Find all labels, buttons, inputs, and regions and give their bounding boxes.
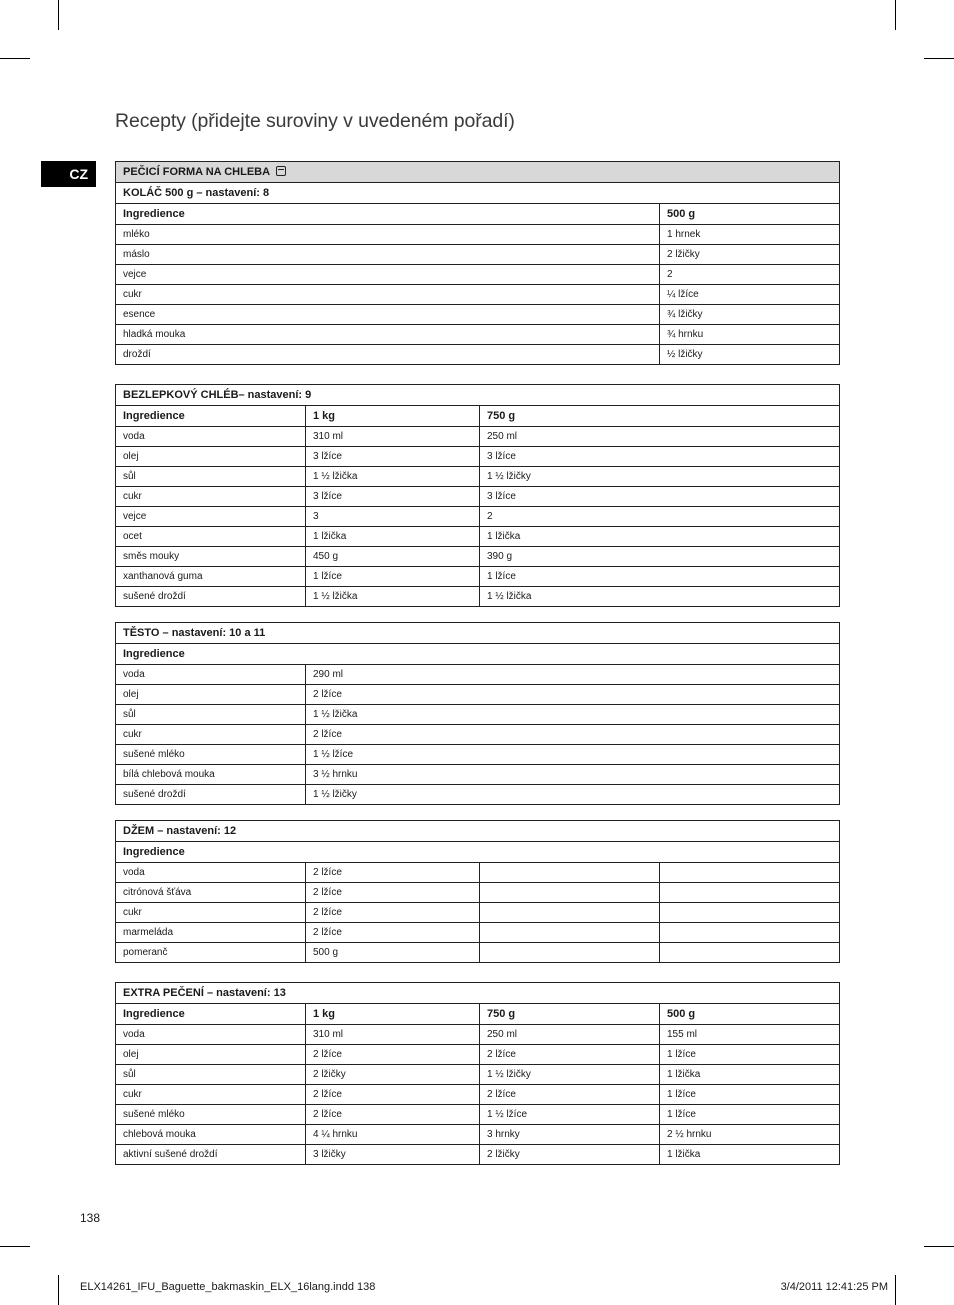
column-header: 500 g (660, 204, 840, 225)
ingredient-cell: citrónová šťáva (116, 883, 306, 903)
table-row (116, 225, 840, 245)
ingredient-cell: marmeláda (116, 923, 306, 943)
ingredient-cell: voda (116, 863, 306, 883)
amount-cell: 3 ½ hrnku (306, 765, 840, 785)
table-row (116, 1125, 840, 1145)
ingredient-cell: chlebová mouka (116, 1125, 306, 1145)
ingredient-cell: olej (116, 447, 306, 467)
empty-cell (480, 883, 660, 903)
page-number: 138 (80, 1211, 101, 1225)
table-row (116, 745, 840, 765)
amount-cell: 1 ½ lžička (306, 587, 480, 607)
table-row (116, 427, 840, 447)
recipe-table-dzem (115, 820, 840, 963)
ingredient-cell: cukr (116, 903, 306, 923)
table-row (116, 685, 840, 705)
amount-cell: 2 lžíce (306, 725, 840, 745)
amount-cell: 2 lžičky (660, 245, 840, 265)
crop-mark (58, 0, 59, 30)
crop-mark (0, 1246, 30, 1247)
table-row (116, 245, 840, 265)
column-header: Ingredience (116, 1004, 306, 1025)
table-title: DŽEM – nastavení: 12 (116, 821, 840, 842)
table-row (116, 943, 840, 963)
table-row (116, 285, 840, 305)
table-row (116, 1045, 840, 1065)
amount-cell: 2 lžičky (306, 1065, 480, 1085)
table-header-row (116, 1004, 840, 1025)
table-row (116, 265, 840, 285)
amount-cell: 2 lžíce (306, 903, 480, 923)
amount-cell: 2 lžičky (480, 1145, 660, 1165)
table-header-row (116, 644, 840, 665)
table-row (116, 467, 840, 487)
column-header: Ingredience (116, 842, 840, 863)
amount-cell: 1 ½ lžičky (480, 467, 840, 487)
crop-mark (924, 58, 954, 59)
amount-cell: 2 lžíce (480, 1085, 660, 1105)
table-title: EXTRA PEČENÍ – nastavení: 13 (116, 983, 840, 1004)
crop-mark (58, 1275, 59, 1305)
table-row (116, 1105, 840, 1125)
amount-cell: 1 hrnek (660, 225, 840, 245)
ingredient-cell: sušené mléko (116, 1105, 306, 1125)
amount-cell: 3 hrnky (480, 1125, 660, 1145)
ingredient-cell: esence (116, 305, 660, 325)
recipe-table-kolac (115, 161, 840, 365)
table-row (116, 1085, 840, 1105)
ingredient-cell: ocet (116, 527, 306, 547)
table-title-row (116, 821, 840, 842)
amount-cell: 3 lžíce (306, 447, 480, 467)
ingredient-cell: směs mouky (116, 547, 306, 567)
empty-cell (480, 943, 660, 963)
column-header: 1 kg (306, 406, 480, 427)
empty-cell (660, 863, 840, 883)
crop-mark (895, 0, 896, 30)
ingredient-cell: aktivní sušené droždí (116, 1145, 306, 1165)
amount-cell: 1 lžička (660, 1065, 840, 1085)
ingredient-cell: xanthanová guma (116, 567, 306, 587)
ingredient-cell: hladká mouka (116, 325, 660, 345)
table-title: TĚSTO – nastavení: 10 a 11 (116, 623, 840, 644)
empty-cell (660, 923, 840, 943)
crop-mark (924, 1246, 954, 1247)
amount-cell: 1 lžička (306, 527, 480, 547)
amount-cell: 250 ml (480, 1025, 660, 1045)
column-header: 750 g (480, 1004, 660, 1025)
table-header-row (116, 842, 840, 863)
table-row (116, 325, 840, 345)
table-row (116, 785, 840, 805)
column-header: Ingredience (116, 644, 840, 665)
ingredient-cell: voda (116, 427, 306, 447)
column-header: 500 g (660, 1004, 840, 1025)
table-section-row (116, 162, 840, 183)
table-header-row (116, 204, 840, 225)
table-row (116, 883, 840, 903)
empty-cell (660, 943, 840, 963)
table-row (116, 527, 840, 547)
table-row (116, 705, 840, 725)
amount-cell: 2 lžíce (306, 685, 840, 705)
ingredient-cell: sůl (116, 705, 306, 725)
language-tab: CZ (41, 161, 96, 187)
ingredient-cell: cukr (116, 285, 660, 305)
amount-cell: 310 ml (306, 427, 480, 447)
table-row (116, 567, 840, 587)
bread-pan-icon (276, 166, 286, 176)
amount-cell: 1 lžíce (660, 1045, 840, 1065)
amount-cell: 4 ¼ hrnku (306, 1125, 480, 1145)
amount-cell: 2 lžíce (306, 1045, 480, 1065)
table-row (116, 863, 840, 883)
table-row (116, 547, 840, 567)
column-header: 1 kg (306, 1004, 480, 1025)
ingredient-cell: cukr (116, 725, 306, 745)
table-row (116, 1025, 840, 1045)
ingredient-cell: sůl (116, 467, 306, 487)
ingredient-cell: cukr (116, 1085, 306, 1105)
recipe-table-extra-peceni (115, 982, 840, 1165)
table-row (116, 903, 840, 923)
amount-cell: ¼ lžíce (660, 285, 840, 305)
empty-cell (480, 863, 660, 883)
ingredient-cell: pomeranč (116, 943, 306, 963)
amount-cell: 390 g (480, 547, 840, 567)
footer-datetime: 3/4/2011 12:41:25 PM (780, 1281, 888, 1293)
ingredient-cell: vejce (116, 507, 306, 527)
table-row (116, 487, 840, 507)
ingredient-cell: máslo (116, 245, 660, 265)
ingredient-cell: sůl (116, 1065, 306, 1085)
amount-cell: 2 lžíce (306, 923, 480, 943)
ingredient-cell: olej (116, 685, 306, 705)
amount-cell: 2 lžíce (306, 1105, 480, 1125)
ingredient-cell: sušené mléko (116, 745, 306, 765)
amount-cell: 1 lžíce (480, 567, 840, 587)
ingredient-cell: sušené droždí (116, 587, 306, 607)
ingredient-cell: droždí (116, 345, 660, 365)
page-title: Recepty (přidejte suroviny v uvedeném pořadí) (115, 110, 515, 132)
table-title-row (116, 983, 840, 1004)
amount-cell: 3 lžíce (480, 487, 840, 507)
ingredient-cell: voda (116, 665, 306, 685)
table-row (116, 923, 840, 943)
table-title: KOLÁČ 500 g – nastavení: 8 (116, 183, 840, 204)
amount-cell: 1 lžíce (306, 567, 480, 587)
amount-cell: 1 ½ lžíce (480, 1105, 660, 1125)
ingredient-cell: olej (116, 1045, 306, 1065)
table-row (116, 587, 840, 607)
column-header: 750 g (480, 406, 840, 427)
column-header: Ingredience (116, 406, 306, 427)
amount-cell: 500 g (306, 943, 480, 963)
ingredient-cell: mléko (116, 225, 660, 245)
amount-cell: 1 lžíce (660, 1085, 840, 1105)
amount-cell: 310 ml (306, 1025, 480, 1045)
empty-cell (480, 923, 660, 943)
ingredient-cell: bílá chlebová mouka (116, 765, 306, 785)
table-row (116, 345, 840, 365)
table-row (116, 665, 840, 685)
amount-cell: 1 ½ lžíce (306, 745, 840, 765)
ingredient-cell: sušené droždí (116, 785, 306, 805)
amount-cell: 2 (480, 507, 840, 527)
amount-cell: 3 lžíce (306, 487, 480, 507)
recipe-table-bezlepkovy (115, 384, 840, 607)
empty-cell (660, 903, 840, 923)
amount-cell: 1 lžička (480, 527, 840, 547)
table-row (116, 305, 840, 325)
amount-cell: 1 ½ lžičky (306, 785, 840, 805)
section-title: PEČICÍ FORMA NA CHLEBA (116, 162, 840, 183)
amount-cell: 290 ml (306, 665, 840, 685)
footer-file-info: ELX14261_IFU_Baguette_bakmaskin_ELX_16lang.indd 138 (80, 1281, 376, 1293)
amount-cell: 1 lžička (660, 1145, 840, 1165)
amount-cell: 2 (660, 265, 840, 285)
column-header: Ingredience (116, 204, 660, 225)
table-title-row (116, 183, 840, 204)
table-header-row (116, 406, 840, 427)
recipe-table-testo (115, 622, 840, 805)
amount-cell: 250 ml (480, 427, 840, 447)
amount-cell: ½ lžičky (660, 345, 840, 365)
amount-cell: 1 ½ lžička (306, 705, 840, 725)
amount-cell: ¾ lžičky (660, 305, 840, 325)
amount-cell: 1 lžíce (660, 1105, 840, 1125)
table-row (116, 765, 840, 785)
amount-cell: 3 (306, 507, 480, 527)
amount-cell: ¾ hrnku (660, 325, 840, 345)
table-title: BEZLEPKOVÝ CHLÉB– nastavení: 9 (116, 385, 840, 406)
amount-cell: 2 lžíce (306, 883, 480, 903)
ingredient-cell: voda (116, 1025, 306, 1045)
amount-cell: 2 lžíce (480, 1045, 660, 1065)
empty-cell (660, 883, 840, 903)
amount-cell: 2 lžíce (306, 1085, 480, 1105)
empty-cell (480, 903, 660, 923)
table-title-row (116, 385, 840, 406)
amount-cell: 1 ½ lžička (306, 467, 480, 487)
crop-mark (0, 58, 30, 59)
amount-cell: 2 ½ hrnku (660, 1125, 840, 1145)
amount-cell: 1 ½ lžičky (480, 1065, 660, 1085)
amount-cell: 1 ½ lžička (480, 587, 840, 607)
ingredient-cell: cukr (116, 487, 306, 507)
table-row (116, 1145, 840, 1165)
amount-cell: 450 g (306, 547, 480, 567)
table-row (116, 507, 840, 527)
table-row (116, 725, 840, 745)
table-row (116, 1065, 840, 1085)
ingredient-cell: vejce (116, 265, 660, 285)
table-row (116, 447, 840, 467)
amount-cell: 3 lžíce (480, 447, 840, 467)
amount-cell: 155 ml (660, 1025, 840, 1045)
amount-cell: 2 lžíce (306, 863, 480, 883)
amount-cell: 3 lžičky (306, 1145, 480, 1165)
crop-mark (895, 1275, 896, 1305)
table-title-row (116, 623, 840, 644)
